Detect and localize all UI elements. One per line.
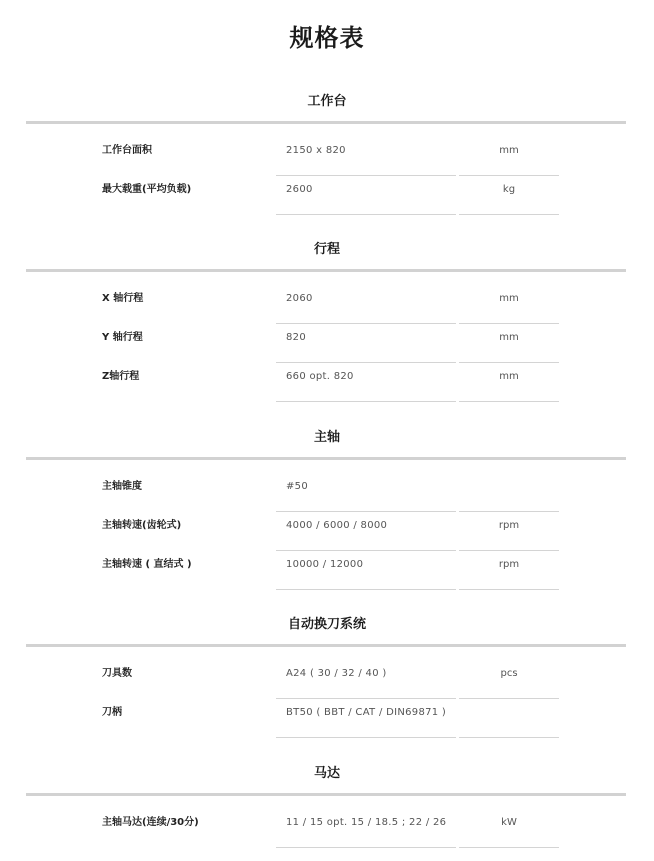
spec-rows — [0, 809, 654, 848]
spec-value: BT50 ( BBT / CAT / DIN69871 ) — [286, 707, 447, 718]
spec-unit: rpm — [498, 559, 520, 570]
spec-unit-cell — [459, 363, 559, 402]
spec-value: 10000 / 12000 — [286, 559, 364, 570]
section-atc — [0, 613, 654, 718]
section-divider — [26, 793, 626, 796]
spec-unit-cell — [459, 699, 559, 738]
spec-value-cell — [276, 176, 456, 215]
spec-value: 820 — [286, 332, 306, 343]
spec-unit: mm — [499, 371, 519, 382]
spec-label: X 轴行程 — [102, 293, 144, 304]
spec-value-cell — [276, 551, 456, 590]
section-title: 工作台 — [307, 94, 347, 109]
section-divider — [26, 457, 626, 460]
spec-unit-cell — [459, 137, 559, 176]
spec-unit-cell — [459, 324, 559, 363]
spec-value-cell — [276, 512, 456, 551]
spec-row — [0, 809, 654, 848]
spec-unit-cell — [459, 512, 559, 551]
spec-rows — [0, 473, 654, 590]
spec-unit-cell — [459, 473, 559, 512]
spec-value: 4000 / 6000 / 8000 — [286, 520, 388, 531]
spec-value-cell — [276, 137, 456, 176]
spec-label: 主轴马达(连续/30分) — [102, 817, 199, 828]
spec-unit-cell — [459, 285, 559, 324]
spec-label: 主轴转速(齿轮式) — [102, 520, 182, 531]
section-divider — [26, 644, 626, 647]
spec-row — [0, 324, 654, 363]
spec-label: 主轴转速 ( 直结式 ) — [102, 559, 192, 570]
spec-value: 660 opt. 820 — [286, 371, 354, 382]
section-title: 主轴 — [313, 430, 340, 445]
section-motor — [0, 762, 654, 828]
spec-row — [0, 660, 654, 699]
spec-row — [0, 473, 654, 512]
spec-value-cell — [276, 473, 456, 512]
spec-row — [0, 551, 654, 590]
spec-value-cell — [276, 809, 456, 848]
spec-row — [0, 285, 654, 324]
section-divider — [26, 269, 626, 272]
spec-value: 2060 — [286, 293, 313, 304]
spec-label: Y 轴行程 — [102, 332, 143, 343]
spec-value-cell — [276, 324, 456, 363]
spec-label: 工作台面积 — [102, 145, 152, 156]
page-title: 规格表 — [289, 24, 365, 52]
spec-value: 2150 x 820 — [286, 145, 346, 156]
spec-unit: mm — [499, 293, 519, 304]
spec-value-cell — [276, 363, 456, 402]
spec-rows — [0, 660, 654, 738]
spec-value: 11 / 15 opt. 15 / 18.5 ; 22 / 26 — [286, 817, 447, 828]
spec-unit: kW — [501, 817, 517, 828]
spec-unit: mm — [499, 332, 519, 343]
spec-row — [0, 363, 654, 402]
section-spindle — [0, 426, 654, 570]
spec-value: 2600 — [286, 184, 313, 195]
spec-unit-cell — [459, 176, 559, 215]
spec-row — [0, 512, 654, 551]
spec-unit: mm — [499, 145, 519, 156]
spec-label: 刀具数 — [102, 668, 132, 679]
section-title: 行程 — [313, 242, 340, 257]
section-title: 自动换刀系统 — [287, 617, 366, 632]
spec-label: 主轴锥度 — [102, 481, 142, 492]
spec-value: #50 — [286, 481, 309, 492]
section-divider — [26, 121, 626, 124]
spec-value-cell — [276, 660, 456, 699]
spec-unit-cell — [459, 660, 559, 699]
spec-row — [0, 176, 654, 215]
spec-row — [0, 699, 654, 738]
spec-value-cell — [276, 699, 456, 738]
spec-unit: pcs — [500, 668, 518, 679]
spec-unit: rpm — [498, 520, 520, 531]
spec-label: 刀柄 — [102, 707, 122, 718]
spec-unit-cell — [459, 809, 559, 848]
section-worktable — [0, 90, 654, 195]
section-travel — [0, 238, 654, 382]
spec-unit-cell — [459, 551, 559, 590]
spec-value: A24 ( 30 / 32 / 40 ) — [286, 668, 387, 679]
spec-label: 最大载重(平均负载) — [102, 184, 192, 195]
spec-value-cell — [276, 285, 456, 324]
spec-label: Z轴行程 — [102, 371, 140, 382]
spec-unit: kg — [502, 184, 516, 195]
section-title: 马达 — [313, 766, 340, 781]
spec-row — [0, 137, 654, 176]
spec-rows — [0, 137, 654, 215]
spec-rows — [0, 285, 654, 402]
